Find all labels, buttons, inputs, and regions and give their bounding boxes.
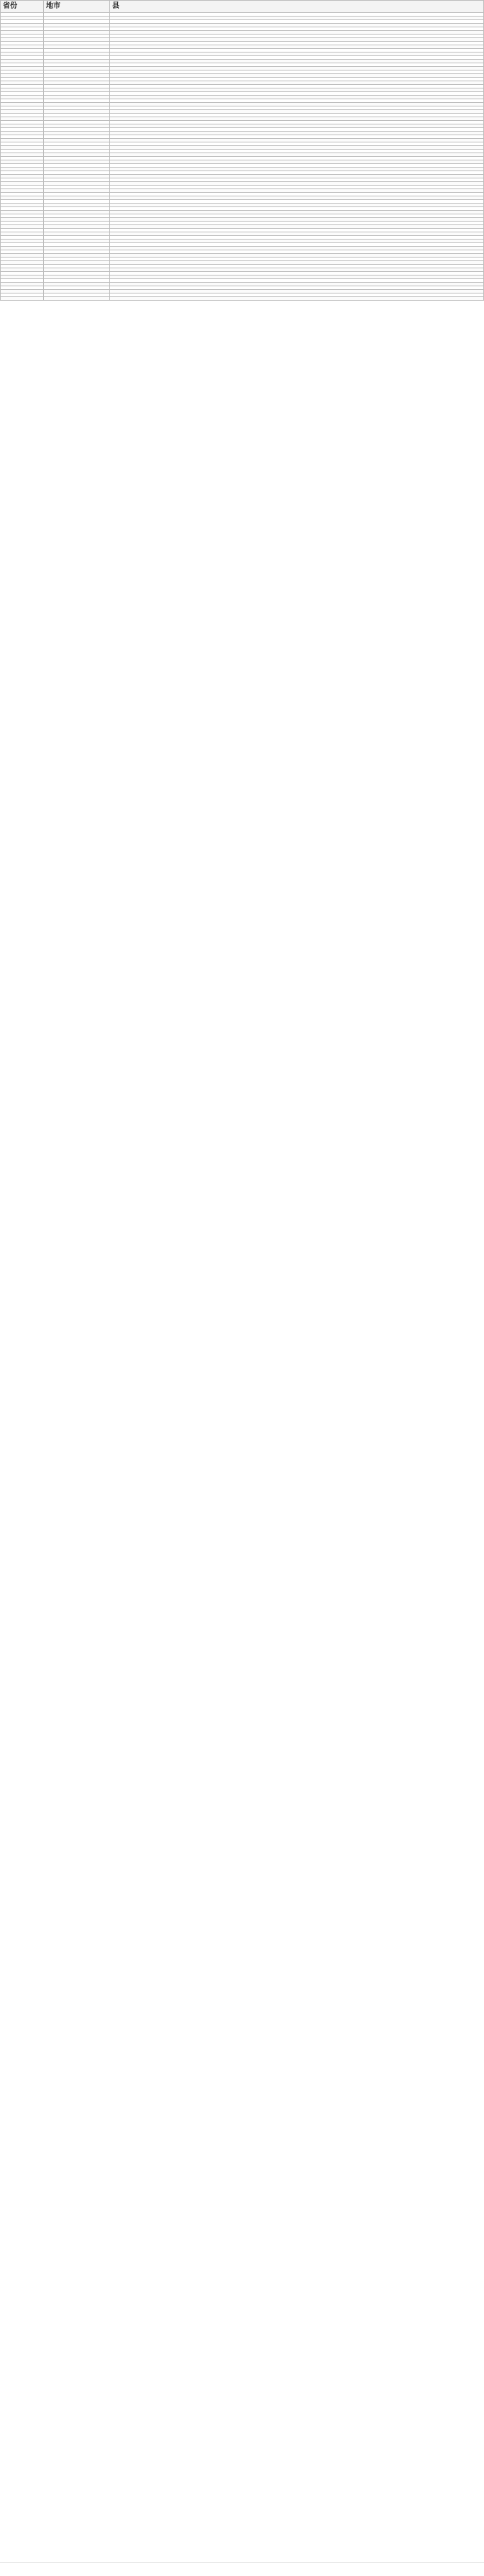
- page-footer: [0, 2562, 484, 2576]
- header-row: [1, 1, 484, 13]
- header-province: 省份: [1, 1, 44, 13]
- cell-county: [110, 297, 484, 301]
- cell-province: [1, 297, 44, 301]
- table-row: [1, 297, 484, 301]
- county-table: [0, 0, 484, 301]
- table-body: [1, 13, 484, 301]
- header-city: 地市: [44, 1, 110, 13]
- cell-city: [44, 297, 110, 301]
- table-header: [1, 1, 484, 13]
- header-county: 县: [110, 1, 484, 13]
